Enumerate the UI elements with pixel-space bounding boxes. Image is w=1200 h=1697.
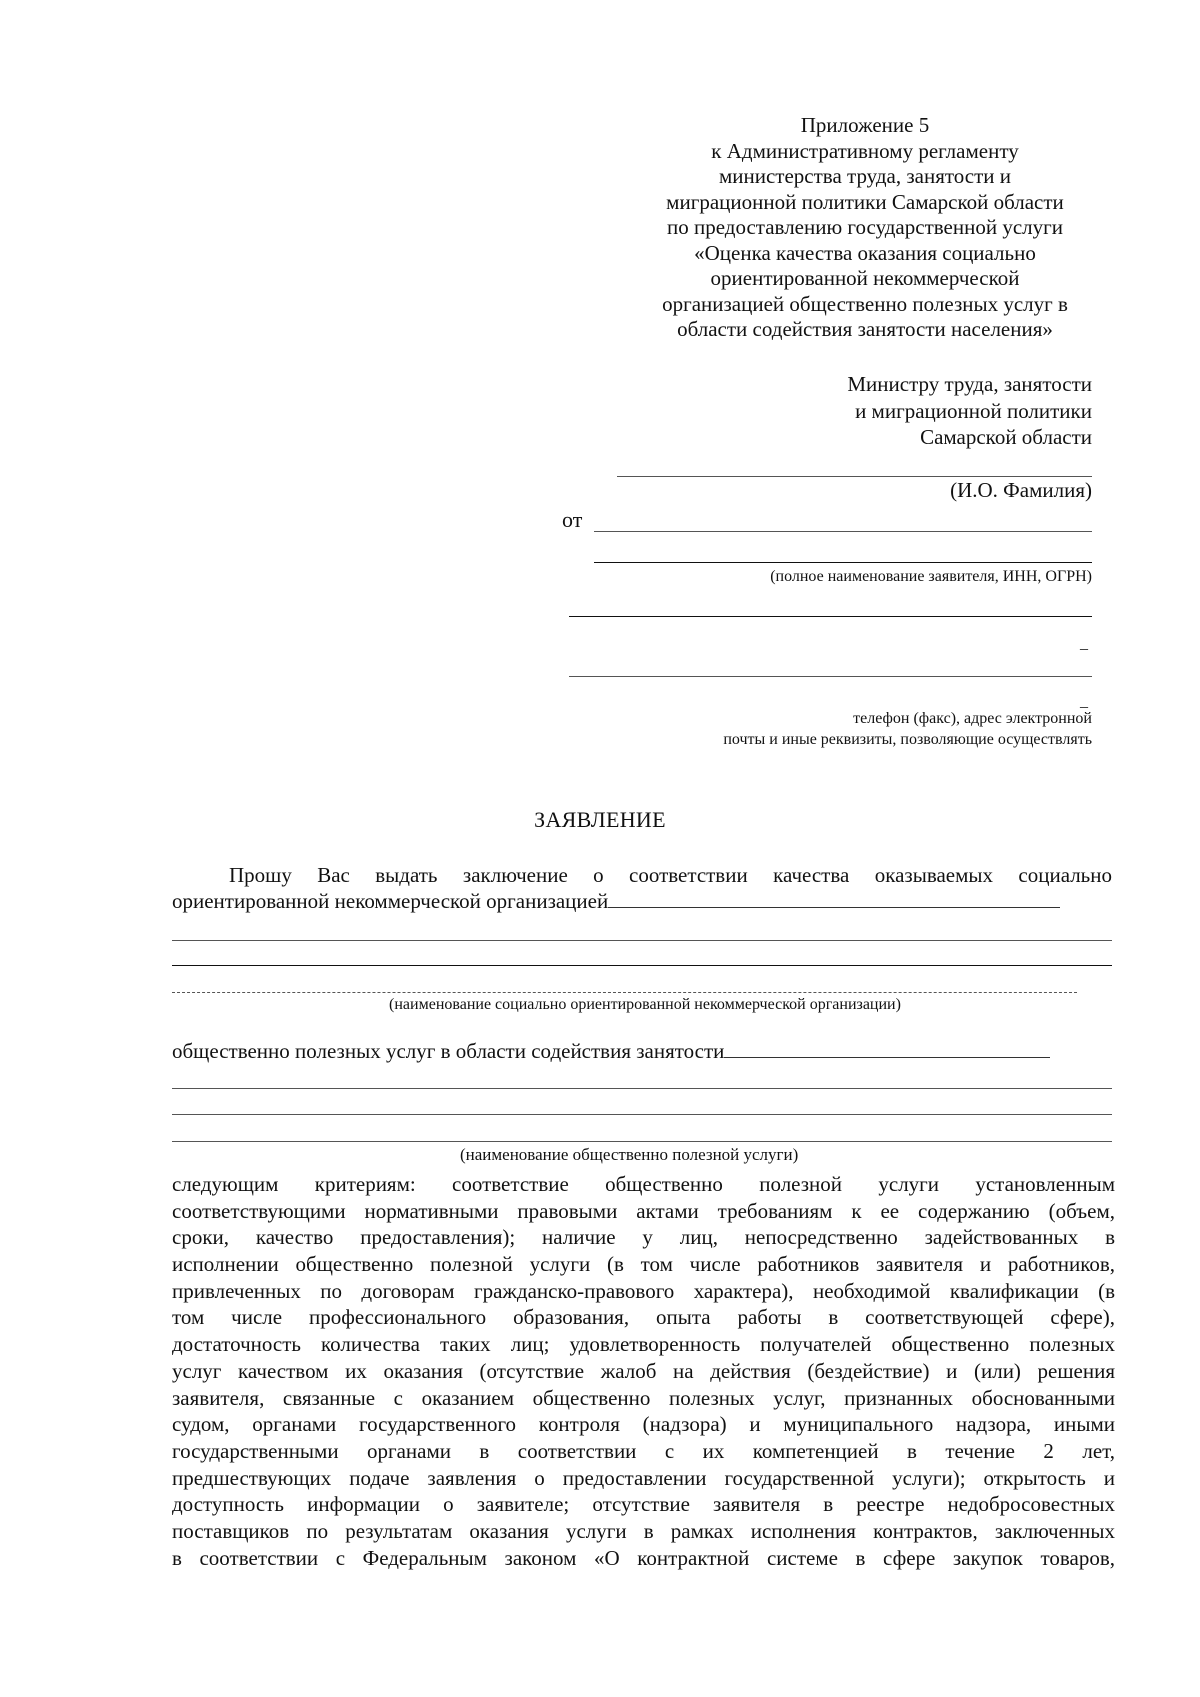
addressee-line: и миграционной политики [855, 398, 1092, 423]
service-name-field-3[interactable] [172, 1114, 1112, 1115]
criteria-line: том числе профессионального образования, опыта работы в соответствующей сфере), [172, 1305, 1115, 1330]
service-paragraph [172, 1038, 1050, 1064]
criteria-line: соответствующими нормативными правовыми актами требованиям к ее содержанию (объем, [172, 1198, 1115, 1223]
criteria-line: достаточность количества таких лиц; удовлетворенность получателей общественно полезных [172, 1332, 1115, 1357]
annex-line: ориентированной некоммерческой [710, 266, 1020, 290]
applicant-contacts-field-2[interactable] [569, 676, 1092, 677]
org-caption: (наименование социально ориентированной некоммерческой организации) [389, 996, 901, 1013]
contacts-caption [723, 708, 1092, 750]
criteria-line: следующим критериям: соответствие общественно полезной услуги установленным [172, 1172, 1115, 1196]
annex-line: по предоставлению государственной услуги [667, 215, 1063, 239]
criteria-line: привлеченных по договорам гражданско-правового характера), необходимой квалификации (в [172, 1278, 1115, 1303]
annex-line: министерства труда, занятости и [718, 164, 1012, 188]
applicant-contacts-field-1[interactable] [569, 616, 1092, 617]
org-name-field[interactable] [608, 889, 1060, 908]
org-name-field-4[interactable] [172, 992, 1077, 993]
contacts-line: почты и иные реквизиты, позволяющие осуществлять [723, 731, 1092, 748]
criteria-line: услуг качеством их оказания (отсутствие жалоб на действия (бездействие) и (или) решения [172, 1358, 1115, 1383]
org-name-field-2[interactable] [172, 940, 1112, 941]
request-paragraph [172, 862, 1112, 914]
from-label: от [562, 507, 583, 532]
service-line-text: общественно полезных услуг в области содействия занятости [172, 1039, 725, 1063]
annex-line: миграционной политики Самарской области [666, 189, 1064, 214]
criteria-line: в соответствии с Федеральным законом «О контрактной системе в сфере закупок товаров, [172, 1545, 1115, 1570]
annex-line: «Оценка качества оказания социально [694, 240, 1036, 265]
applicant-name-caption: (полное наименование заявителя, ИНН, ОГРН) [770, 568, 1092, 585]
criteria-line: судом, органами государственного контроля (надзора) и муниципального надзора, иными [172, 1412, 1115, 1437]
request-line: Прошу Вас выдать заключение о соответствии качества оказываемых социально [229, 863, 1112, 887]
document-title: ЗАЯВЛЕНИЕ [534, 807, 666, 832]
criteria-line: государственными органами в соответствии с их компетенцией в течение 2 лет, [172, 1438, 1115, 1463]
org-name-field-3[interactable] [172, 965, 1112, 966]
addressee-line: Самарской области [920, 425, 1092, 449]
addressee-line: Министру труда, занятости [847, 372, 1092, 396]
criteria-line: поставщиков по результатам оказания услуги в рамках исполнения контрактов, заключенных [172, 1518, 1115, 1543]
criteria-paragraph [172, 1171, 1115, 1571]
dash-mark: _ [1080, 693, 1088, 710]
service-name-field[interactable] [724, 1039, 1050, 1058]
criteria-line: доступность информации о заявителе; отсутствие заявителя в реестре недобросовестных [172, 1492, 1115, 1517]
fio-caption: (И.О. Фамилия) [950, 478, 1092, 502]
criteria-line: исполнении общественно полезной услуги (в том числе работников заявителя и работников, [172, 1252, 1115, 1277]
service-name-field-2[interactable] [172, 1088, 1112, 1089]
contacts-line: телефон (факс), адрес электронной [853, 710, 1092, 727]
criteria-line: сроки, качество предоставления); наличие у лиц, непосредственно задействованных в [172, 1225, 1115, 1250]
criteria-line: предшествующих подаче заявления о предоставлении государственной услуги); открытость и [172, 1465, 1115, 1490]
annex-header [645, 113, 1085, 343]
addressee-block [847, 371, 1092, 451]
service-caption: (наименование общественно полезной услуги) [460, 1145, 799, 1164]
annex-line: к Административному регламенту [711, 138, 1019, 163]
service-name-field-4[interactable] [172, 1141, 1112, 1142]
request-line-text: ориентированной некоммерческой организацией [172, 889, 609, 913]
annex-line: организацией общественно полезных услуг в [662, 291, 1068, 316]
annex-line: Приложение 5 [800, 113, 930, 137]
applicant-name-field-2[interactable] [594, 562, 1092, 563]
addressee-name-field[interactable] [617, 476, 1092, 477]
request-line-2 [172, 888, 1112, 914]
applicant-name-field[interactable] [594, 531, 1092, 532]
criteria-line: заявителя, связанные с оказанием общественно полезных услуг, признанных обоснованными [172, 1385, 1115, 1410]
dash-mark: _ [1080, 635, 1088, 652]
annex-line: области содействия занятости населения» [677, 317, 1053, 341]
